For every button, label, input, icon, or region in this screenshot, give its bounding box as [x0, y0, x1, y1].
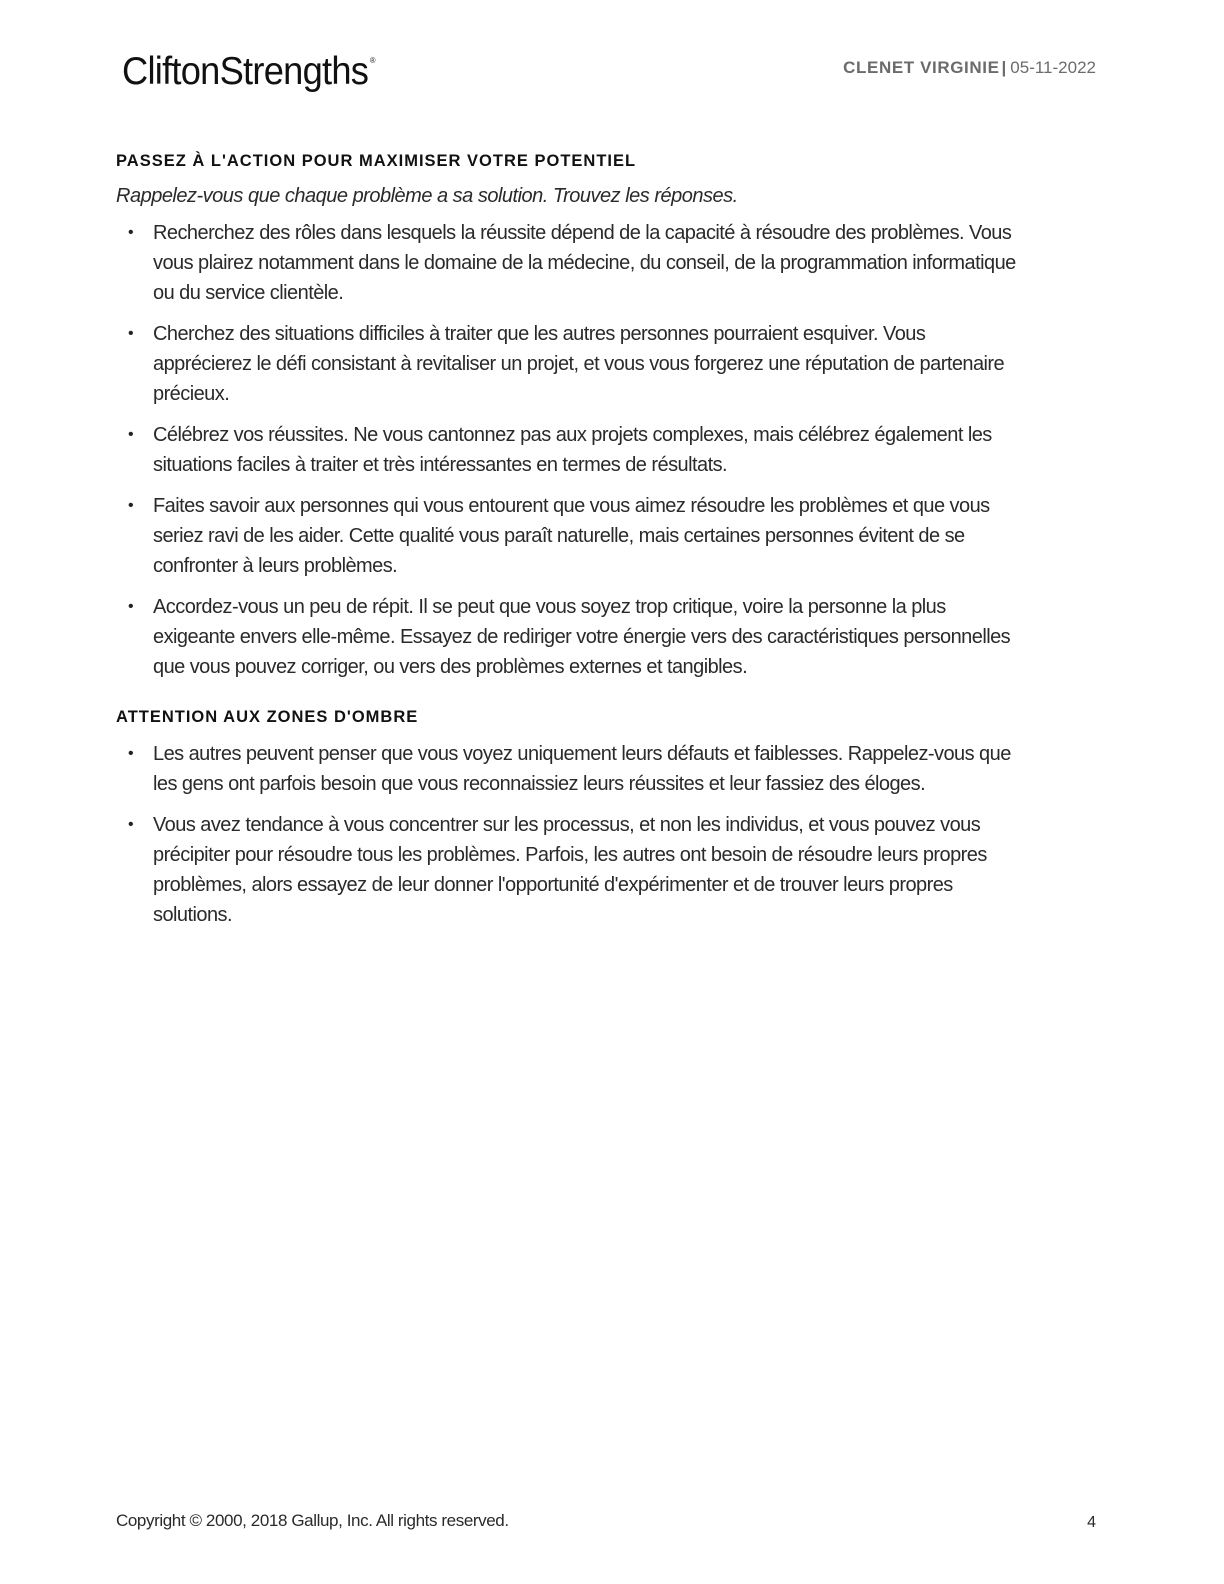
person-name: CLENET VIRGINIE [843, 58, 1000, 77]
section-take-action [116, 152, 1026, 682]
bullet-icon: • [128, 745, 134, 762]
action-list [116, 218, 1026, 682]
page-content [116, 152, 1026, 941]
list-item-text: Accordez-vous un peu de répit. Il se peut que vous soyez trop critique, voire la personne la plus exigeante envers elle-même. Essayez de rediriger votre énergie vers des caractéristiques personnelles que vous pouvez corriger, ou vers des problèmes externes et tangibles. [153, 596, 1011, 678]
bullet-icon: • [128, 816, 134, 833]
list-item-text: Les autres peuvent penser que vous voyez uniquement leurs défauts et faiblesses. Rappelez-vous que les gens ont parfois besoin que vous reconnaissiez leurs réussites et leur fassiez des éloges. [153, 743, 1011, 795]
bullet-icon: • [128, 224, 134, 241]
page-number: 4 [1087, 1514, 1096, 1531]
copyright-notice: Copyright © 2000, 2018 Gallup, Inc. All rights reserved. [116, 1511, 509, 1530]
bullet-icon: • [128, 325, 134, 342]
list-item [116, 420, 1026, 480]
list-item [116, 491, 1026, 581]
bullet-icon: • [128, 497, 134, 514]
list-item [116, 810, 1026, 930]
list-item [116, 319, 1026, 409]
section-intro: Rappelez-vous que chaque problème a sa solution. Trouvez les réponses. [116, 185, 738, 207]
report-date: 05-11-2022 [1010, 58, 1096, 77]
registered-mark: ® [370, 56, 375, 65]
list-item-text: Faites savoir aux personnes qui vous entourent que vous aimez résoudre les problèmes et que vous seriez ravi de les aider. Cette qualité vous paraît naturelle, mais certaines personnes évitent de se confronter à leurs problèmes. [153, 495, 990, 577]
list-item-text: Recherchez des rôles dans lesquels la réussite dépend de la capacité à résoudre des problèmes. Vous vous plairez notamment dans le domaine de la médecine, du conseil, de la programmation informatique ou du service clientèle. [153, 222, 1016, 304]
list-item-text: Cherchez des situations difficiles à traiter que les autres personnes pourraient esquiver. Vous apprécierez le défi consistant à revitaliser un projet, et vous vous forgerez une réputation de partenaire précieux. [153, 323, 1005, 405]
meta-separator: | [1001, 58, 1007, 77]
report-meta [843, 58, 1096, 78]
list-item-text: Vous avez tendance à vous concentrer sur les processus, et non les individus, et vous pouvez vous précipiter pour résoudre tous les problèmes. Parfois, les autres ont besoin de résoudre leurs propres problèmes, alors essayez de leur donner l'opportunité d'expérimenter et de trouver leurs propres solutions. [153, 814, 987, 926]
logo-text: CliftonStrengths [122, 50, 369, 93]
list-item [116, 739, 1026, 799]
list-item-text: Célébrez vos réussites. Ne vous cantonnez pas aux projets complexes, mais célébrez également les situations faciles à traiter et très intéressantes en termes de résultats. [153, 424, 992, 476]
list-item [116, 218, 1026, 308]
cliftonstrengths-logo [122, 50, 375, 94]
bullet-icon: • [128, 426, 134, 443]
section-blind-spots [116, 708, 1026, 930]
section-title: PASSEZ À L'ACTION POUR MAXIMISER VOTRE POTENTIEL [116, 152, 637, 170]
section-title: ATTENTION AUX ZONES D'OMBRE [116, 708, 419, 726]
list-item [116, 592, 1026, 682]
bullet-icon: • [128, 598, 134, 615]
blind-spots-list [116, 739, 1026, 930]
